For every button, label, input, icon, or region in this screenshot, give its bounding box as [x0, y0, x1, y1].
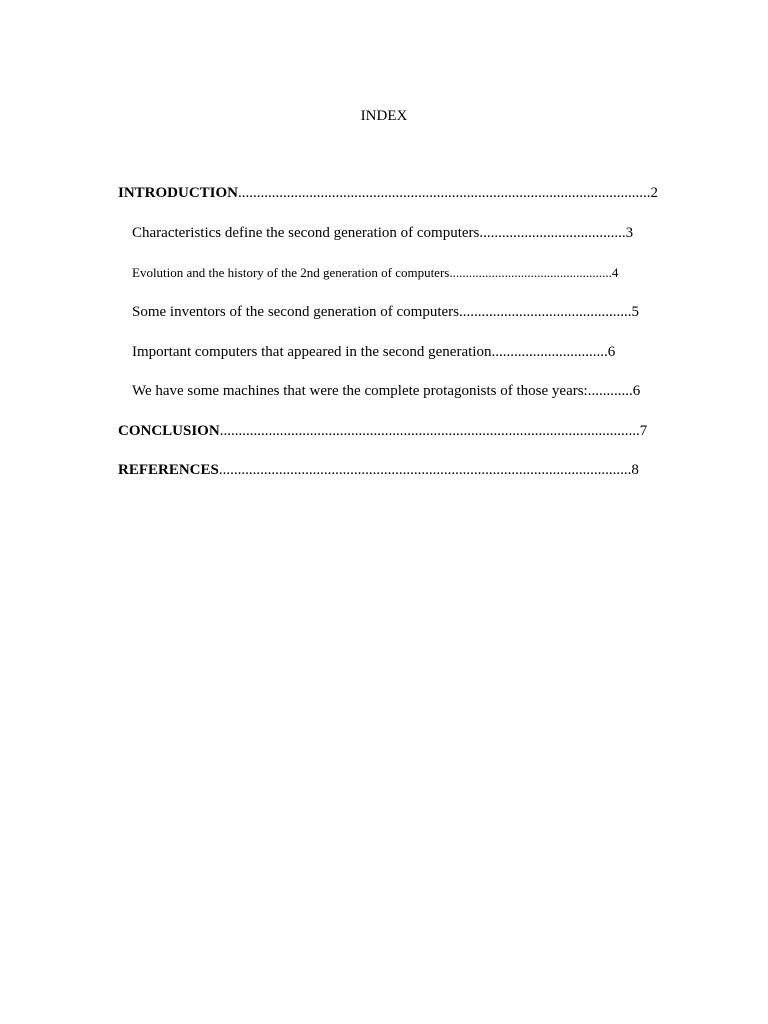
toc-entry-label: REFERENCES [118, 462, 219, 478]
toc-entry-label: Evolution and the history of the 2nd generation of computers [132, 265, 450, 280]
toc-page-number: 5 [631, 304, 639, 320]
toc-dot-leader: ................................................................................................................ [219, 423, 640, 439]
toc-entry-label: We have some machines that were the complete protagonists of those years: [132, 383, 588, 399]
toc-entry-characteristics[interactable] [132, 224, 633, 242]
toc-dot-leader: .............................................................................................................. [238, 185, 651, 201]
toc-entry-references[interactable] [118, 461, 639, 479]
toc-page-number: 7 [639, 423, 648, 439]
toc-entry-label: CONCLUSION [118, 423, 220, 439]
toc-entry-important-computers[interactable] [132, 343, 615, 361]
toc-page-number: 8 [631, 462, 639, 478]
toc-dot-leader: ....................................... [479, 225, 626, 241]
toc-dot-leader: ............ [587, 383, 633, 399]
toc-entry-label: Important computers that appeared in the second generation [132, 344, 492, 360]
toc-dot-leader: ............................... [491, 344, 608, 360]
toc-dot-leader: .................................................. [449, 265, 612, 280]
toc-dot-leader: .............................................. [459, 304, 632, 320]
toc-page-number: 3 [625, 225, 634, 241]
toc-page-number: 6 [632, 383, 641, 399]
toc-dot-leader: .............................................................................................................. [218, 462, 632, 478]
toc-entry-conclusion[interactable] [118, 422, 647, 440]
toc-entry-introduction[interactable] [118, 184, 658, 202]
toc-page-number: 4 [611, 265, 619, 280]
toc-entry-label: Characteristics define the second generation of computers [132, 225, 480, 241]
toc-page-number: 2 [650, 185, 659, 201]
index-title: INDEX [360, 108, 408, 124]
toc-page-number: 6 [607, 344, 616, 360]
toc-entry-inventors[interactable] [132, 303, 639, 321]
toc-entry-label: Some inventors of the second generation of computers [132, 304, 459, 320]
toc-entry-machines[interactable] [132, 382, 640, 400]
toc-entry-evolution[interactable] [132, 264, 618, 282]
toc-entry-label: INTRODUCTION [118, 185, 239, 201]
